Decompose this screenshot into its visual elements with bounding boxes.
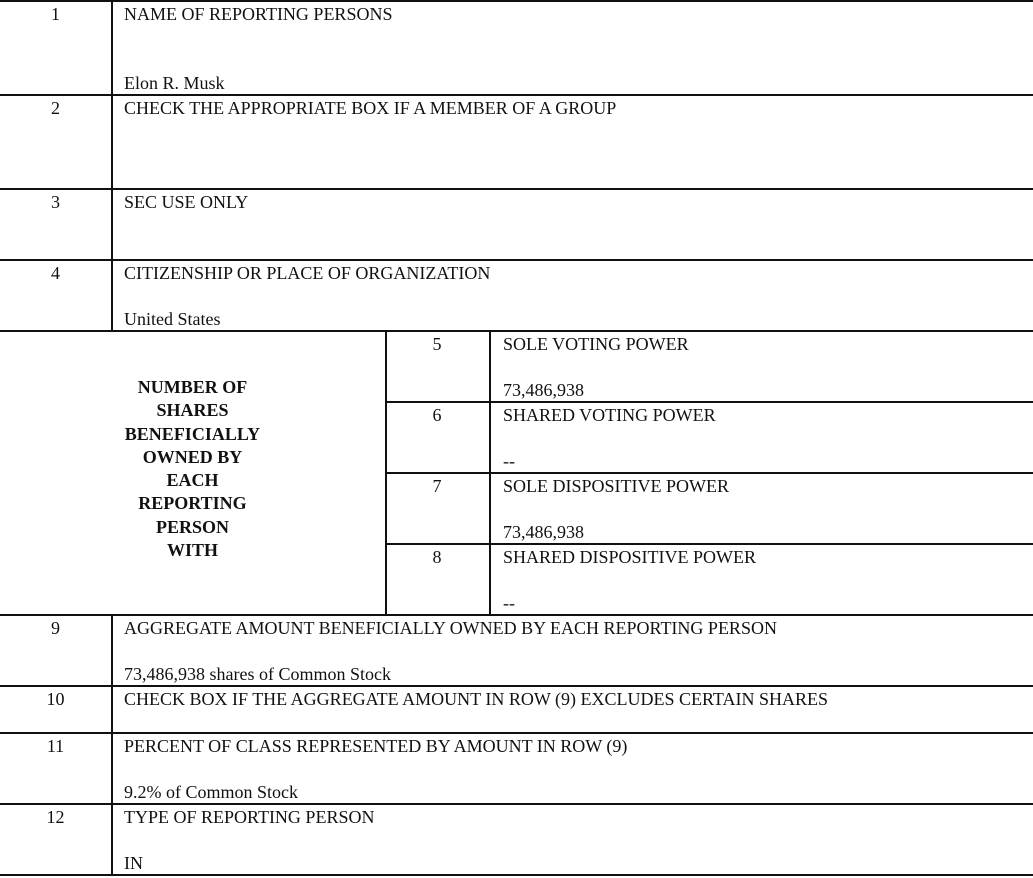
row-divider [0,330,1033,332]
shares-beneficially-owned-label [0,376,385,562]
label-line: REPORTING [138,493,247,514]
row-number: 8 [432,547,442,567]
row-title: SHARED VOTING POWER [503,405,716,425]
row-number: 7 [432,476,442,496]
sole-dispositive-power-value: 73,486,938 [503,522,584,542]
shared-dispositive-power-value: -- [503,593,515,613]
row-number: 1 [51,4,60,24]
row-divider [0,0,1033,2]
column-divider [385,330,387,616]
label-line: EACH [166,470,219,491]
row-divider [385,543,1033,545]
row-number: 4 [51,263,60,283]
row-divider [385,472,1033,474]
column-divider [489,330,491,616]
row-divider [0,614,1033,616]
row-number: 11 [46,736,65,756]
row-divider [0,732,1033,734]
aggregate-amount-value: 73,486,938 shares of Common Stock [124,664,391,684]
row-number: 2 [51,98,60,118]
row-divider [0,874,1033,876]
row-number: 9 [51,618,60,638]
row-number: 5 [432,334,442,354]
reporting-person-name: Elon R. Musk [124,73,225,93]
row-title: SHARED DISPOSITIVE POWER [503,547,757,567]
row-title: SOLE VOTING POWER [503,334,689,354]
label-line: OWNED BY [142,446,243,467]
row-title: AGGREGATE AMOUNT BENEFICIALLY OWNED BY EACH REPORTING PERSON [124,618,777,638]
shared-voting-power-value: -- [503,451,515,471]
label-line: PERSON [155,516,229,537]
label-line: BENEFICIALLY [124,423,261,444]
sole-voting-power-value: 73,486,938 [503,380,584,400]
column-divider [111,614,113,876]
row-title: TYPE OF REPORTING PERSON [124,807,375,827]
row-divider [0,188,1033,190]
row-number: 12 [46,807,65,827]
percent-of-class-value: 9.2% of Common Stock [124,782,298,802]
row-title: PERCENT OF CLASS REPRESENTED BY AMOUNT IN ROW (9) [124,736,628,756]
column-divider [111,0,113,331]
row-divider [385,401,1033,403]
label-line: NUMBER OF [137,377,248,397]
row-title: SEC USE ONLY [124,192,249,212]
row-number: 10 [46,689,65,709]
row-divider [0,685,1033,687]
row-divider [0,259,1033,261]
reporting-person-type-value: IN [124,853,143,873]
label-line: WITH [166,540,218,561]
row-title: CHECK THE APPROPRIATE BOX IF A MEMBER OF A GROUP [124,98,617,118]
row-divider [0,94,1033,96]
row-number: 3 [51,192,60,212]
row-number: 6 [432,405,442,425]
row-title: CHECK BOX IF THE AGGREGATE AMOUNT IN ROW (9) EXCLUDES CERTAIN SHARES [124,689,828,709]
label-line: SHARES [156,400,229,421]
row-title: SOLE DISPOSITIVE POWER [503,476,730,496]
row-title: CITIZENSHIP OR PLACE OF ORGANIZATION [124,263,491,283]
row-divider [0,803,1033,805]
row-title: NAME OF REPORTING PERSONS [124,4,393,24]
citizenship-value: United States [124,309,221,329]
